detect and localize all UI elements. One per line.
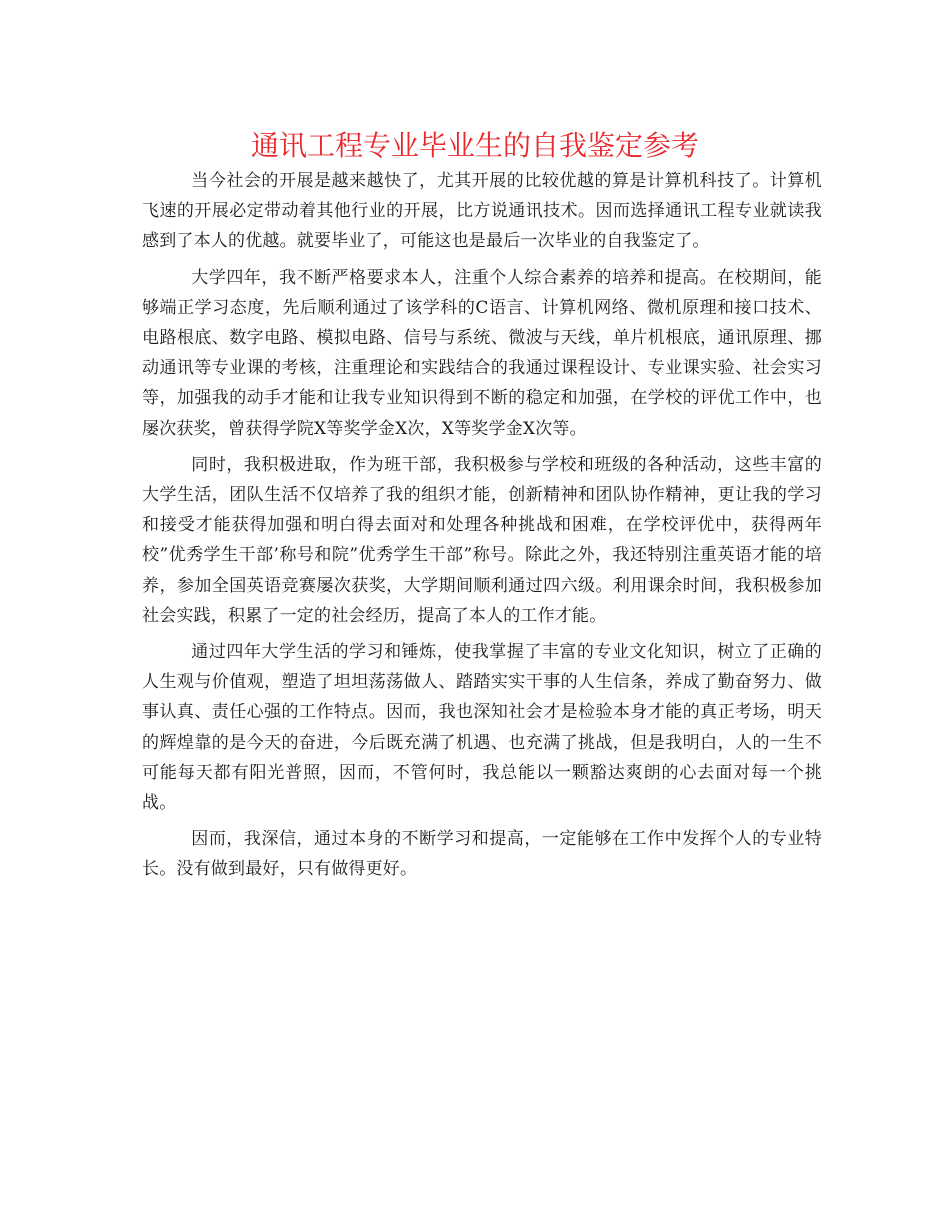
paragraph-growth: 通过四年大学生活的学习和锤炼，使我掌握了丰富的专业文化知识，树立了正确的人生观与价值观，塑造了坦坦荡荡做人、踏踏实实干事的人生信条，养成了勤奋努力、做事认真、责任心强的工作特点。因而，我也深知社会才是检验本身才能的真正考场，明天的辉煌靠的是今天的奋进，今后既充满了机遇、也充满了挑战，但是我明白，人的一生不可能每天都有阳光普照，因而，不管何时，我总能以一颗豁达爽朗的心去面对每一个挑战。 — [142, 642, 822, 814]
paragraph-studies: 大学四年，我不断严格要求本人，注重个人综合素养的培养和提高。在校期间，能够端正学习态度，先后顺利通过了该学科的C语言、计算机网络、微机原理和接口技术、电路根底、数字电路、模拟电路、信号与系统、微波与天线，单片机根底，通讯原理、挪动通讯等专业课的考核，注重理论和实践结合的我通过课程设计、专业课实验、社会实习等，加强我的动手才能和让我专业知识得到不断的稳定和加强，在学校的评优工作中，也屡次获奖，曾获得学院X等奖学金X次，X等奖学金X次等。 — [142, 267, 822, 439]
paragraph-activities: 同时，我积极进取，作为班干部，我积极参与学校和班级的各种活动，这些丰富的大学生活，团队生活不仅培养了我的组织才能，创新精神和团队协作精神，更让我的学习和接受才能获得加强和明白得去面对和处理各种挑战和困难，在学校评优中，获得两年校”优秀学生干部’称号和院”优秀学生干部”称号。除此之外，我还特别注重英语才能的培养，参加全国英语竞赛屡次获奖，大学期间顺利通过四六级。利用课余时间，我积极参加社会实践，积累了一定的社会经历，提高了本人的工作才能。 — [142, 454, 822, 626]
paragraph-conclusion: 因而，我深信，通过本身的不断学习和提高，一定能够在工作中发挥个人的专业特长。没有做到最好，只有做得更好。 — [142, 829, 822, 880]
paragraph-intro: 当今社会的开展是越来越快了，尤其开展的比较优越的算是计算机科技了。计算机飞速的开展必定带动着其他行业的开展，比方说通讯技术。因而选择通讯工程专业就读我感到了本人的优越。就要毕业了，可能这也是最后一次毕业的自我鉴定了。 — [142, 171, 822, 252]
document-title: 通讯工程专业毕业生的自我鉴定参考 — [250, 129, 699, 162]
document-body — [142, 166, 822, 891]
